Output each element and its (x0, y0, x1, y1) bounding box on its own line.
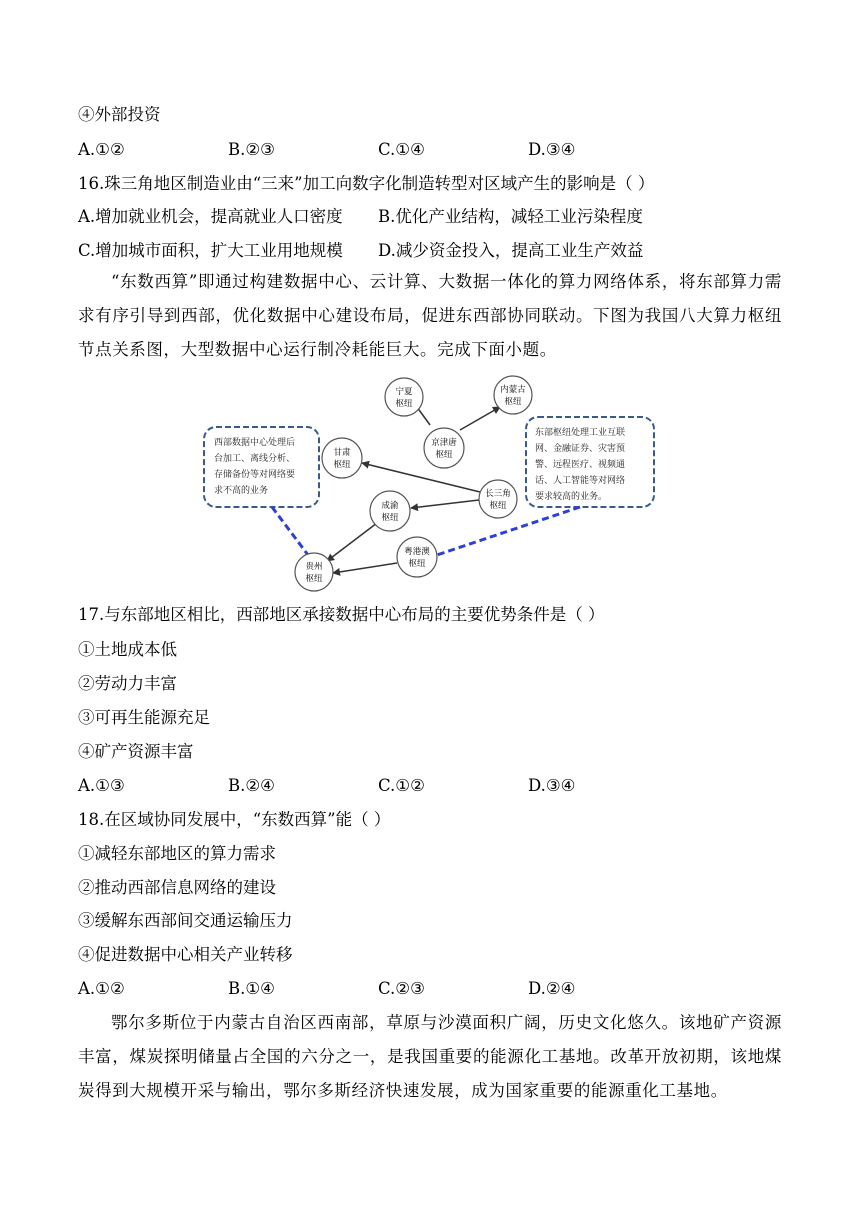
east-box-text: 东部枢纽处理工业互联 网、金融证券、灾害预 警、远程医疗、视频通 话、人工智能等对网络 要求较高的业务。 (535, 428, 626, 502)
q17-question: 17.与东部地区相比，西部地区承接数据中心布局的主要优势条件是（ ） (78, 605, 605, 624)
q17-option-c[interactable]: C.①② (378, 776, 425, 795)
q18-question: 18.在区域协同发展中，“东数西算”能（ ） (78, 810, 391, 829)
node-ningxia (385, 378, 423, 416)
q17-option-d[interactable]: D.③④ (528, 776, 576, 795)
q18-option-d[interactable]: D.②④ (528, 979, 576, 998)
svg-text:内蒙古: 内蒙古 (500, 385, 526, 395)
node-changsanjiao (479, 480, 517, 518)
svg-text:枢纽: 枢纽 (504, 397, 522, 407)
q15-option-a[interactable]: A.①② (78, 140, 125, 159)
node-gansu (322, 438, 362, 478)
q16-option-c[interactable]: C.增加城市面积，扩大工业用地规模 (78, 241, 343, 260)
west-box-text: 西部数据中心处理后 台加工、离线分析、 存储备份等对网络要 求不高的业务 (214, 438, 296, 496)
node-neimenggu (494, 376, 532, 414)
svg-text:宁夏: 宁夏 (395, 387, 413, 397)
q17-item-1: ①土地成本低 (78, 640, 177, 659)
arrow-yuegangao-guizhou (333, 563, 397, 573)
svg-text:枢纽: 枢纽 (489, 501, 507, 511)
node-guizhou (295, 553, 333, 591)
q16-question: 16.珠三角地区制造业由“三来”加工向数字化制造转型对区域产生的影响是（ ） (78, 174, 655, 193)
west-box-connector (272, 507, 308, 555)
svg-text:贵州: 贵州 (305, 562, 323, 572)
arrow-jingjinji-neimenggu (460, 407, 500, 430)
q17-item-3: ③可再生能源充足 (78, 708, 210, 727)
svg-text:京津唐: 京津唐 (431, 438, 457, 448)
svg-text:长三角: 长三角 (485, 489, 511, 499)
node-jingjinji (424, 428, 464, 468)
q18-item-3: ③缓解东西部间交通运输压力 (78, 911, 293, 930)
q16-option-d[interactable]: D.减少资金投入，提高工业生产效益 (378, 241, 644, 260)
svg-text:甘肃: 甘肃 (333, 448, 351, 458)
computing-hub-diagram (190, 375, 670, 595)
q15-option-c[interactable]: C.①④ (378, 140, 425, 159)
node-yuegangao (397, 537, 437, 577)
q18-item-4: ④促进数据中心相关产业转移 (78, 945, 293, 964)
svg-text:枢纽: 枢纽 (305, 574, 323, 584)
q18-item-1: ①减轻东部地区的算力需求 (78, 844, 276, 863)
svg-text:枢纽: 枢纽 (435, 450, 453, 460)
q17-option-a[interactable]: A.①③ (78, 776, 125, 795)
passage-east-data-west-computing: “东数西算”即通过构建数据中心、云计算、大数据一体化的算力网络体系，将东部算力需求有序引导到西部，优化数据中心建设布局，促进东西部协同联动。下图为我国八大算力枢纽节点关系图，大型数据中心运行制冷耗能巨大。完成下面小题。 (78, 272, 782, 359)
q18-option-c[interactable]: C.②③ (378, 979, 425, 998)
q18-option-b[interactable]: B.①④ (228, 979, 275, 998)
svg-text:粤港澳: 粤港澳 (404, 547, 430, 557)
svg-text:枢纽: 枢纽 (333, 460, 351, 470)
q18-item-2: ②推动西部信息网络的建设 (78, 878, 276, 897)
passage-ordos: 鄂尔多斯位于内蒙古自治区西南部，草原与沙漠面积广阔，历史文化悠久。该地矿产资源丰富，煤炭探明储量占全国的六分之一，是我国重要的能源化工基地。改革开放初期，该地煤炭得到大规模开采与输出，鄂尔多斯经济快速发展，成为国家重要的能源重化工基地。 (78, 1013, 782, 1100)
node-chengyu (370, 491, 410, 531)
svg-text:枢纽: 枢纽 (381, 513, 399, 523)
q16-option-b[interactable]: B.优化产业结构，减轻工业污染程度 (378, 207, 643, 226)
arrow-changsanjiao-chengyu (411, 500, 479, 508)
q15-option-d[interactable]: D.③④ (528, 140, 576, 159)
q17-option-b[interactable]: B.②④ (228, 776, 275, 795)
q16-option-a[interactable]: A.增加就业机会，提高就业人口密度 (78, 207, 343, 226)
arrow-changsanjiao-gansu (362, 463, 480, 492)
q18-option-a[interactable]: A.①② (78, 979, 125, 998)
q17-item-4: ④矿产资源丰富 (78, 742, 194, 761)
svg-text:枢纽: 枢纽 (408, 559, 426, 569)
svg-text:枢纽: 枢纽 (395, 399, 413, 409)
q15-option-b[interactable]: B.②③ (228, 140, 275, 159)
option-item-4: ④外部投资 (78, 105, 161, 124)
svg-text:成渝: 成渝 (381, 501, 399, 511)
arrow-chengyu-guizhou (327, 523, 377, 561)
q17-item-2: ②劳动力丰富 (78, 674, 177, 693)
